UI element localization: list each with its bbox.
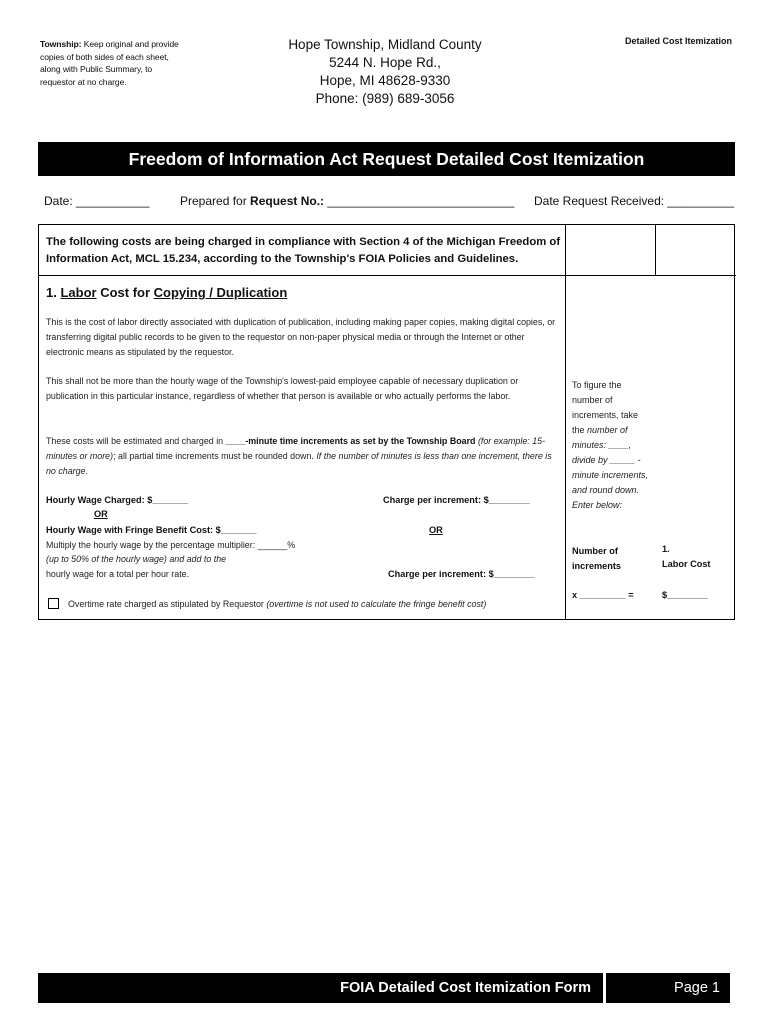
table-header-rule-right	[565, 275, 736, 276]
overtime-text: Overtime rate charged as stipulated by Requestor	[68, 599, 267, 609]
date-field[interactable]: Date: ___________	[44, 194, 150, 208]
charge-per-increment-1[interactable]: Charge per increment: $________	[383, 495, 530, 505]
increment-description	[46, 434, 561, 479]
or-label-1: OR	[94, 509, 108, 519]
labor-description: This is the cost of labor directly associated with duplication of publication, including making paper copies, making digital copies, or transferring digital public records to be given to the requestor on non-paper physical media or through the Internet or other electronic means as stipulated by the requestor.	[46, 317, 556, 357]
section-labor: Labor	[60, 285, 97, 300]
address-line-2: 5244 N. Hope Rd.,	[329, 55, 441, 70]
overtime-note: (overtime is not used to calculate the fringe benefit cost)	[266, 599, 487, 609]
compliance-statement: The following costs are being charged in compliance with Section 4 of the Michigan Freedom of Information Act, MCL 15.234, according to the Township's FOIA Policies and Guidelines.	[46, 236, 561, 265]
instructions-text: To figure the number of increments, take the	[572, 380, 639, 435]
address-phone: Phone: (989) 689-3056	[315, 91, 455, 106]
increment-example: (for example: 15-minutes or more)	[46, 436, 546, 461]
number-of-increments-label: Number of increments	[572, 546, 622, 571]
increment-text-d: ; all partial time increments must be rounded down.	[113, 451, 317, 461]
increment-text-b: ____-minute time increments as set by the Township Board	[225, 436, 476, 446]
labor-cost-amount-field[interactable]: $________	[662, 590, 708, 600]
increment-instructions	[572, 378, 650, 513]
hourly-wage-field[interactable]: Hourly Wage Charged: $_______	[46, 495, 189, 505]
or-label-2: OR	[429, 525, 443, 535]
township-note-text: Keep original and provide copies of both sides of each sheet, along with Public Summary, to requestor at no charge.	[40, 39, 179, 87]
overtime-checkbox[interactable]	[48, 598, 59, 609]
table-divider-1	[565, 225, 566, 619]
request-no-blank: ____________________________	[324, 194, 515, 208]
labor-cost-number: 1.	[662, 544, 670, 554]
wage-limit-description: This shall not be more than the hourly wage of the Township's lowest-paid employee capable of necessary duplication or publication in this particular instance, regardless of whether that person is available or who actually performs the labor.	[46, 376, 519, 401]
overtime-label	[68, 599, 486, 609]
fringe-wage-field[interactable]: Hourly Wage with Fringe Benefit Cost: $_______	[46, 525, 257, 535]
township-note	[40, 38, 180, 88]
table-divider-2	[655, 225, 656, 275]
request-no-label: Request No.:	[250, 194, 325, 208]
footer-page-number: Page 1	[606, 973, 730, 1003]
prepared-for-label: Prepared for	[180, 194, 251, 208]
hourly-total-note: hourly wage for a total per hour rate.	[46, 569, 190, 579]
section-number: 1.	[46, 285, 61, 300]
township-note-label: Township:	[40, 39, 82, 49]
increment-note: If the number of minutes is less than one increment, there is no charge.	[46, 451, 552, 476]
request-number-field[interactable]	[180, 194, 514, 208]
page-title: Freedom of Information Act Request Detailed Cost Itemization	[38, 142, 735, 176]
date-received-field[interactable]: Date Request Received: __________	[534, 194, 735, 208]
address-line-3: Hope, MI 48628-9330	[319, 73, 451, 88]
multiplier-field[interactable]: Multiply the hourly wage by the percentage multiplier: ______%	[46, 540, 296, 550]
labor-cost-label: Labor Cost	[662, 559, 711, 569]
footer-form-name: FOIA Detailed Cost Itemization Form	[38, 973, 603, 1003]
increment-text-a: These costs will be estimated and charged in	[46, 436, 226, 446]
address-line-1: Hope Township, Midland County	[288, 37, 482, 52]
section-copying: Copying / Duplication	[153, 285, 288, 300]
document-label: Detailed Cost Itemization	[624, 36, 732, 46]
instructions-italic: number of minutes: ____, divide by _____ -minute increments, and round down. Enter below:	[572, 425, 649, 510]
multiplier-note: (up to 50% of the hourly wage) and add to the	[46, 554, 227, 564]
increments-formula-field[interactable]: x _________ =	[572, 590, 634, 600]
section-cost-for: Cost for	[96, 285, 154, 300]
township-address	[250, 36, 520, 108]
charge-per-increment-2[interactable]: Charge per increment: $________	[388, 569, 535, 579]
section-1-title	[46, 285, 287, 300]
table-header-rule	[39, 275, 565, 276]
